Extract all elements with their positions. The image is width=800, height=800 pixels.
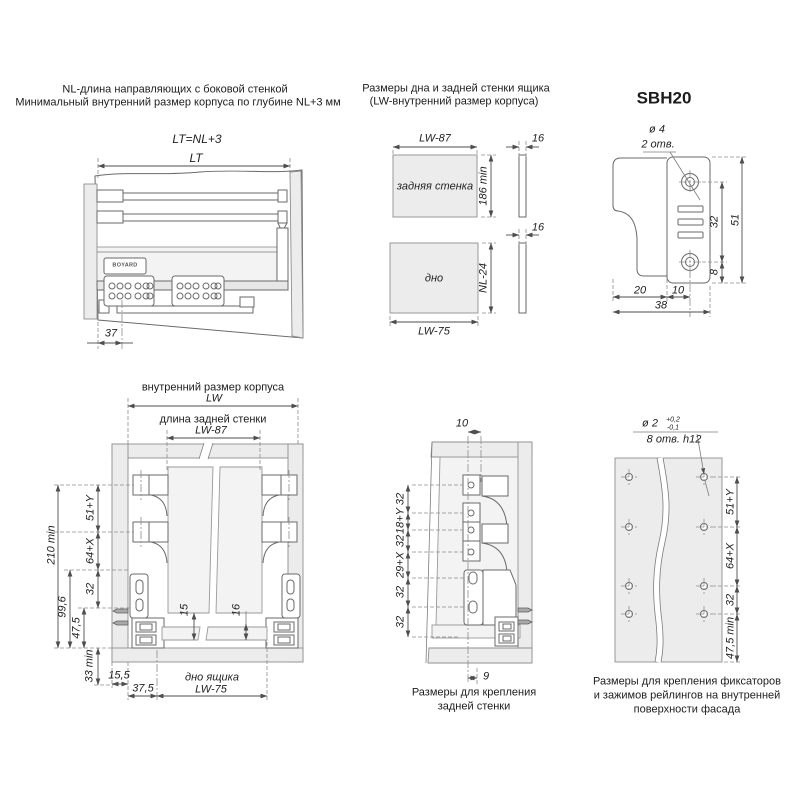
panel-drawings bbox=[390, 141, 539, 327]
panels-title-line1: Размеры дна и задней стенки ящика bbox=[362, 82, 550, 95]
back-mount-caption-line1: Размеры для крепления bbox=[411, 686, 537, 699]
dim-33min: 33 min bbox=[83, 649, 96, 683]
drawer-bottom-panel bbox=[162, 627, 267, 640]
bm-dim-1: 18+Y bbox=[394, 508, 407, 534]
dim-32: 32 bbox=[84, 582, 97, 596]
dim-37-5: 37,5 bbox=[132, 682, 154, 695]
dim-51y: 51+Y bbox=[84, 495, 97, 521]
dim-47-5: 47,5 bbox=[70, 617, 83, 639]
back-mount-caption-line2: задней стенки bbox=[437, 700, 511, 713]
back-wall-height-label: 186 min bbox=[477, 166, 490, 206]
bm-dim-5: 32 bbox=[394, 615, 407, 629]
dim-37-label: 37 bbox=[104, 327, 118, 340]
facade-caption-line1: Размеры для крепления фиксаторов bbox=[592, 675, 782, 688]
perforated-bracket-right bbox=[172, 276, 224, 306]
sbh20-dim-8: 8 bbox=[708, 268, 721, 276]
sbh20-hole-count-label: 2 отв. bbox=[641, 138, 675, 151]
facade-dim-32: 32 bbox=[724, 593, 737, 607]
back-mount-drawing bbox=[408, 432, 532, 684]
sbh20-dim-51: 51 bbox=[729, 213, 742, 227]
back-wall-thickness-label: 16 bbox=[531, 132, 545, 145]
sbh20-dim-32: 32 bbox=[708, 215, 721, 229]
facade-dim-51y: 51+Y bbox=[724, 489, 737, 515]
bottom-panel-edge bbox=[519, 243, 526, 313]
bottom-panel-width-label: LW-75 bbox=[418, 325, 450, 338]
bm-dim-0: 32 bbox=[394, 492, 407, 506]
bottom-panel-depth-label: NL-24 bbox=[477, 263, 490, 293]
lw-title-line2: LW bbox=[205, 392, 223, 405]
bm-dim-10: 10 bbox=[455, 417, 469, 430]
facade-drawing bbox=[615, 432, 742, 662]
dim-15: 15 bbox=[178, 603, 191, 617]
bm-dim-4: 32 bbox=[394, 585, 407, 599]
bm-dim-3: 29+X bbox=[394, 552, 407, 578]
slide-mechanism-right bbox=[266, 574, 300, 648]
facade-dim-64x: 64+X bbox=[724, 543, 737, 569]
facade-tol-minus: -0,1 bbox=[666, 424, 680, 432]
formula-label: LT=NL+3 bbox=[172, 132, 222, 146]
perforated-bracket-left bbox=[104, 276, 154, 306]
drawer-bottom-width-label: LW-75 bbox=[195, 683, 227, 696]
rail-hooks bbox=[133, 470, 297, 563]
dim-99-6: 99,6 bbox=[56, 596, 69, 618]
back-wall-label: задняя стенка bbox=[396, 180, 474, 193]
dim-15-5: 15,5 bbox=[108, 669, 130, 682]
dim-64x: 64+X bbox=[84, 538, 97, 564]
drawer-back-wall bbox=[168, 467, 262, 613]
bottom-panel-label: дно bbox=[424, 272, 444, 285]
dim-16: 16 bbox=[230, 603, 243, 617]
lw-title-line1: внутренний размер корпуса bbox=[141, 381, 285, 394]
sbh20-dim-10: 10 bbox=[671, 284, 685, 297]
bracket-plate bbox=[667, 157, 710, 283]
sbh20-dim-38: 38 bbox=[654, 299, 668, 312]
back-length-line2: LW-87 bbox=[195, 424, 227, 437]
side-view-drawing bbox=[84, 158, 303, 349]
back-wall-edge bbox=[519, 155, 526, 217]
lt-dim-label: LT bbox=[189, 151, 203, 165]
panels-title-line2: (LW-внутренний размер корпуса) bbox=[369, 95, 539, 108]
bottom-panel-thickness-label: 16 bbox=[531, 221, 545, 234]
dim-210min: 210 min bbox=[45, 525, 58, 565]
facade-caption-line3: поверхности фасада bbox=[633, 703, 741, 716]
back-length-line1: длина задней стенки bbox=[159, 413, 267, 426]
facade-caption-line2: и зажимов рейлингов на внутренней bbox=[593, 689, 781, 702]
facade-tol-plus: +0,2 bbox=[666, 416, 680, 424]
bm-dim-2: 32 bbox=[394, 534, 407, 548]
brand-logo: BOYARD bbox=[112, 262, 138, 269]
sbh20-title: SBH20 bbox=[636, 88, 692, 108]
bracket-wing bbox=[613, 158, 667, 276]
sbh20-hole-dia-label: ø 4 bbox=[649, 123, 665, 136]
back-wall-width-label: LW-87 bbox=[419, 132, 451, 145]
drawer-bottom-label: дно ящика bbox=[185, 671, 239, 684]
facade-hole-count-label: 8 отв. h12 bbox=[646, 433, 702, 446]
rail-length-title-line1: NL-длина направляющих с боковой стенкой bbox=[62, 83, 288, 96]
facade-hole-dia-label: ø 2 bbox=[642, 417, 658, 430]
rail-length-title-line2: Минимальный внутренний размер корпуса по глубине NL+3 мм bbox=[15, 96, 341, 109]
facade-dim-47-5min: 47,5 min bbox=[724, 616, 737, 660]
bm-dim-9: 9 bbox=[482, 670, 490, 683]
sbh20-dim-20: 20 bbox=[633, 284, 647, 297]
